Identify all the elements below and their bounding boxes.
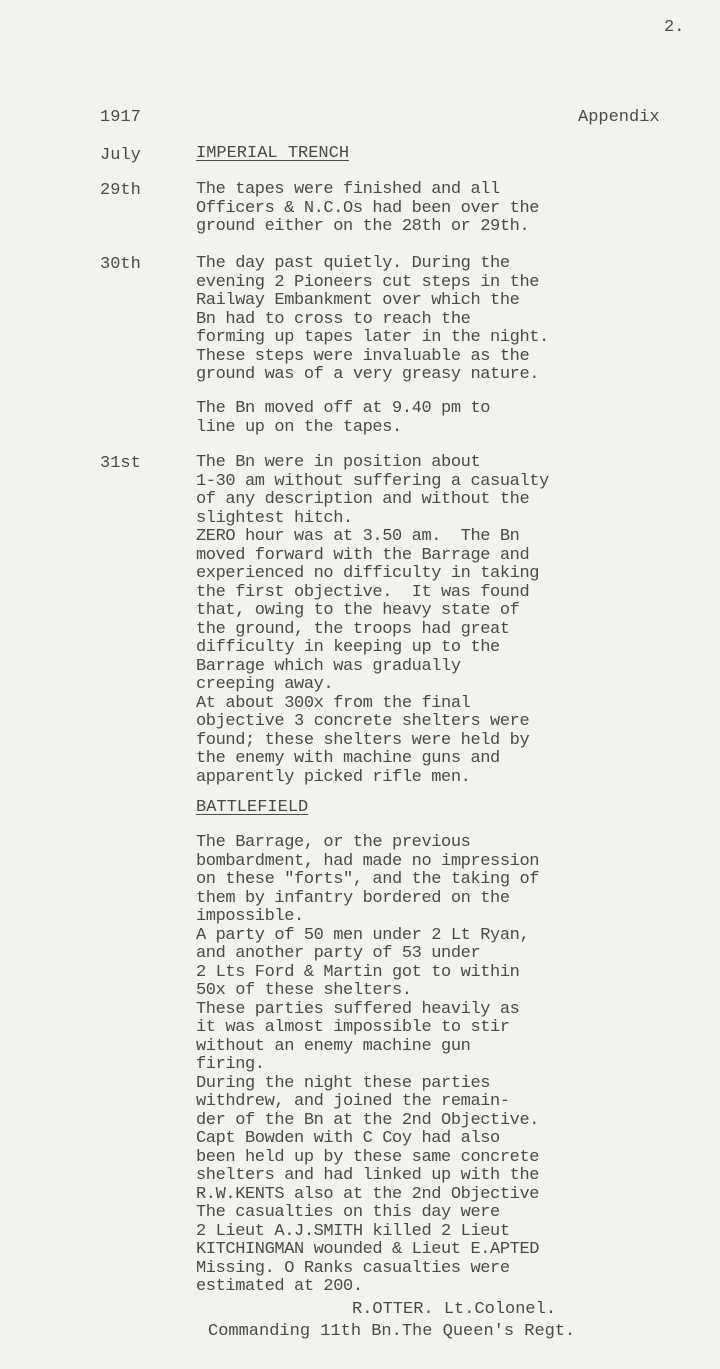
text-line: Officers & N.C.Os had been over the (196, 198, 540, 218)
date-29th: 29th (100, 181, 141, 200)
text-line: 2 Lts Ford & Martin got to within (196, 962, 520, 982)
text-line: 2 Lieut A.J.SMITH killed 2 Lieut (196, 1221, 510, 1241)
text-line: estimated at 200. (196, 1277, 363, 1296)
text-line: At about 300x from the final (196, 693, 471, 713)
text-line: forming up tapes later in the night. (196, 328, 549, 347)
date-31st: 31st (100, 454, 141, 473)
text-line: Barrage which was gradually (196, 656, 461, 676)
text-line: been held up by these same concrete (196, 1147, 540, 1167)
text-line: During the night these parties (196, 1073, 491, 1093)
text-line: der of the Bn at the 2nd Objective. (196, 1110, 540, 1130)
text-line: found; these shelters were held by (196, 730, 530, 750)
month: July (100, 146, 141, 165)
text-line: The tapes were finished and all (196, 180, 500, 199)
text-line: of any description and without the (196, 490, 530, 509)
entry-30th-continued (196, 400, 490, 437)
text-line: The Barrage, or the previous (196, 833, 471, 852)
text-line: These parties suffered heavily as (196, 999, 520, 1019)
entry-31st (196, 454, 549, 787)
text-line: withdrew, and joined the remain- (196, 1092, 510, 1111)
text-line: slightest hitch. (196, 508, 353, 528)
text-line: evening 2 Pioneers cut steps in the (196, 272, 540, 292)
text-line: R.W.KENTS also at the 2nd Objective (196, 1184, 540, 1204)
text-line: the ground, the troops had great (196, 619, 510, 639)
text-line: the enemy with machine guns and (196, 749, 500, 768)
text-line: on these "forts", and the taking of (196, 870, 540, 889)
text-line: the first objective. It was found (196, 582, 530, 602)
year: 1917 (100, 108, 141, 127)
text-line: Railway Embankment over which the (196, 291, 520, 310)
text-line: shelters and had linked up with the (196, 1166, 540, 1185)
text-line: These steps were invaluable as the (196, 346, 530, 366)
text-line: The Bn moved off at 9.40 pm to (196, 399, 491, 418)
text-line: objective 3 concrete shelters were (196, 712, 530, 731)
entry-battlefield (196, 834, 539, 1297)
date-30th: 30th (100, 255, 141, 274)
text-line: difficulty in keeping up to the (196, 638, 500, 657)
text-line: The day past quietly. During the (196, 254, 510, 273)
text-line: and another party of 53 under (196, 944, 481, 963)
text-line: A party of 50 men under 2 Lt Ryan, (196, 925, 530, 945)
page-number: 2. (664, 18, 685, 37)
heading-battlefield: BATTLEFIELD (196, 798, 309, 817)
text-line: Capt Bowden with C Coy had also (196, 1129, 500, 1148)
text-line: it was almost impossible to stir (196, 1018, 510, 1037)
text-line: them by infantry bordered on the (196, 888, 510, 908)
text-line: impossible. (196, 907, 304, 926)
text-line: without an enemy machine gun (196, 1036, 471, 1056)
text-line: Bn had to cross to reach the (196, 309, 471, 329)
signature-name: R.OTTER. Lt.Colonel. (352, 1300, 557, 1319)
text-line: 1-30 am without suffering a casualty (196, 471, 549, 491)
text-line: apparently picked rifle men. (196, 767, 471, 787)
text-line: firing. (196, 1055, 265, 1074)
text-line: ZERO hour was at 3.50 am. The Bn (196, 527, 520, 546)
text-line: The casualties on this day were (196, 1203, 500, 1222)
text-line: creeping away. (196, 675, 334, 694)
heading-imperial-trench: IMPERIAL TRENCH (196, 144, 350, 163)
signature-title: Commanding 11th Bn.The Queen's Regt. (208, 1322, 576, 1341)
text-line: that, owing to the heavy state of (196, 601, 520, 620)
text-line: KITCHINGMAN wounded & Lieut E.APTED (196, 1240, 540, 1259)
text-line: 50x of these shelters. (196, 981, 412, 1000)
text-line: The Bn were in position about (196, 453, 481, 472)
text-line: Missing. O Ranks casualties were (196, 1258, 510, 1278)
text-line: line up on the tapes. (196, 417, 402, 437)
text-line: moved forward with the Barrage and (196, 545, 530, 565)
text-line: bombardment, had made no impression (196, 851, 540, 871)
entry-30th (196, 255, 549, 385)
text-line: ground was of a very greasy nature. (196, 365, 540, 384)
text-line: ground either on the 28th or 29th. (196, 217, 530, 236)
text-line: experienced no difficulty in taking (196, 564, 540, 583)
appendix-label: Appendix (578, 108, 660, 127)
entry-29th (196, 181, 539, 237)
